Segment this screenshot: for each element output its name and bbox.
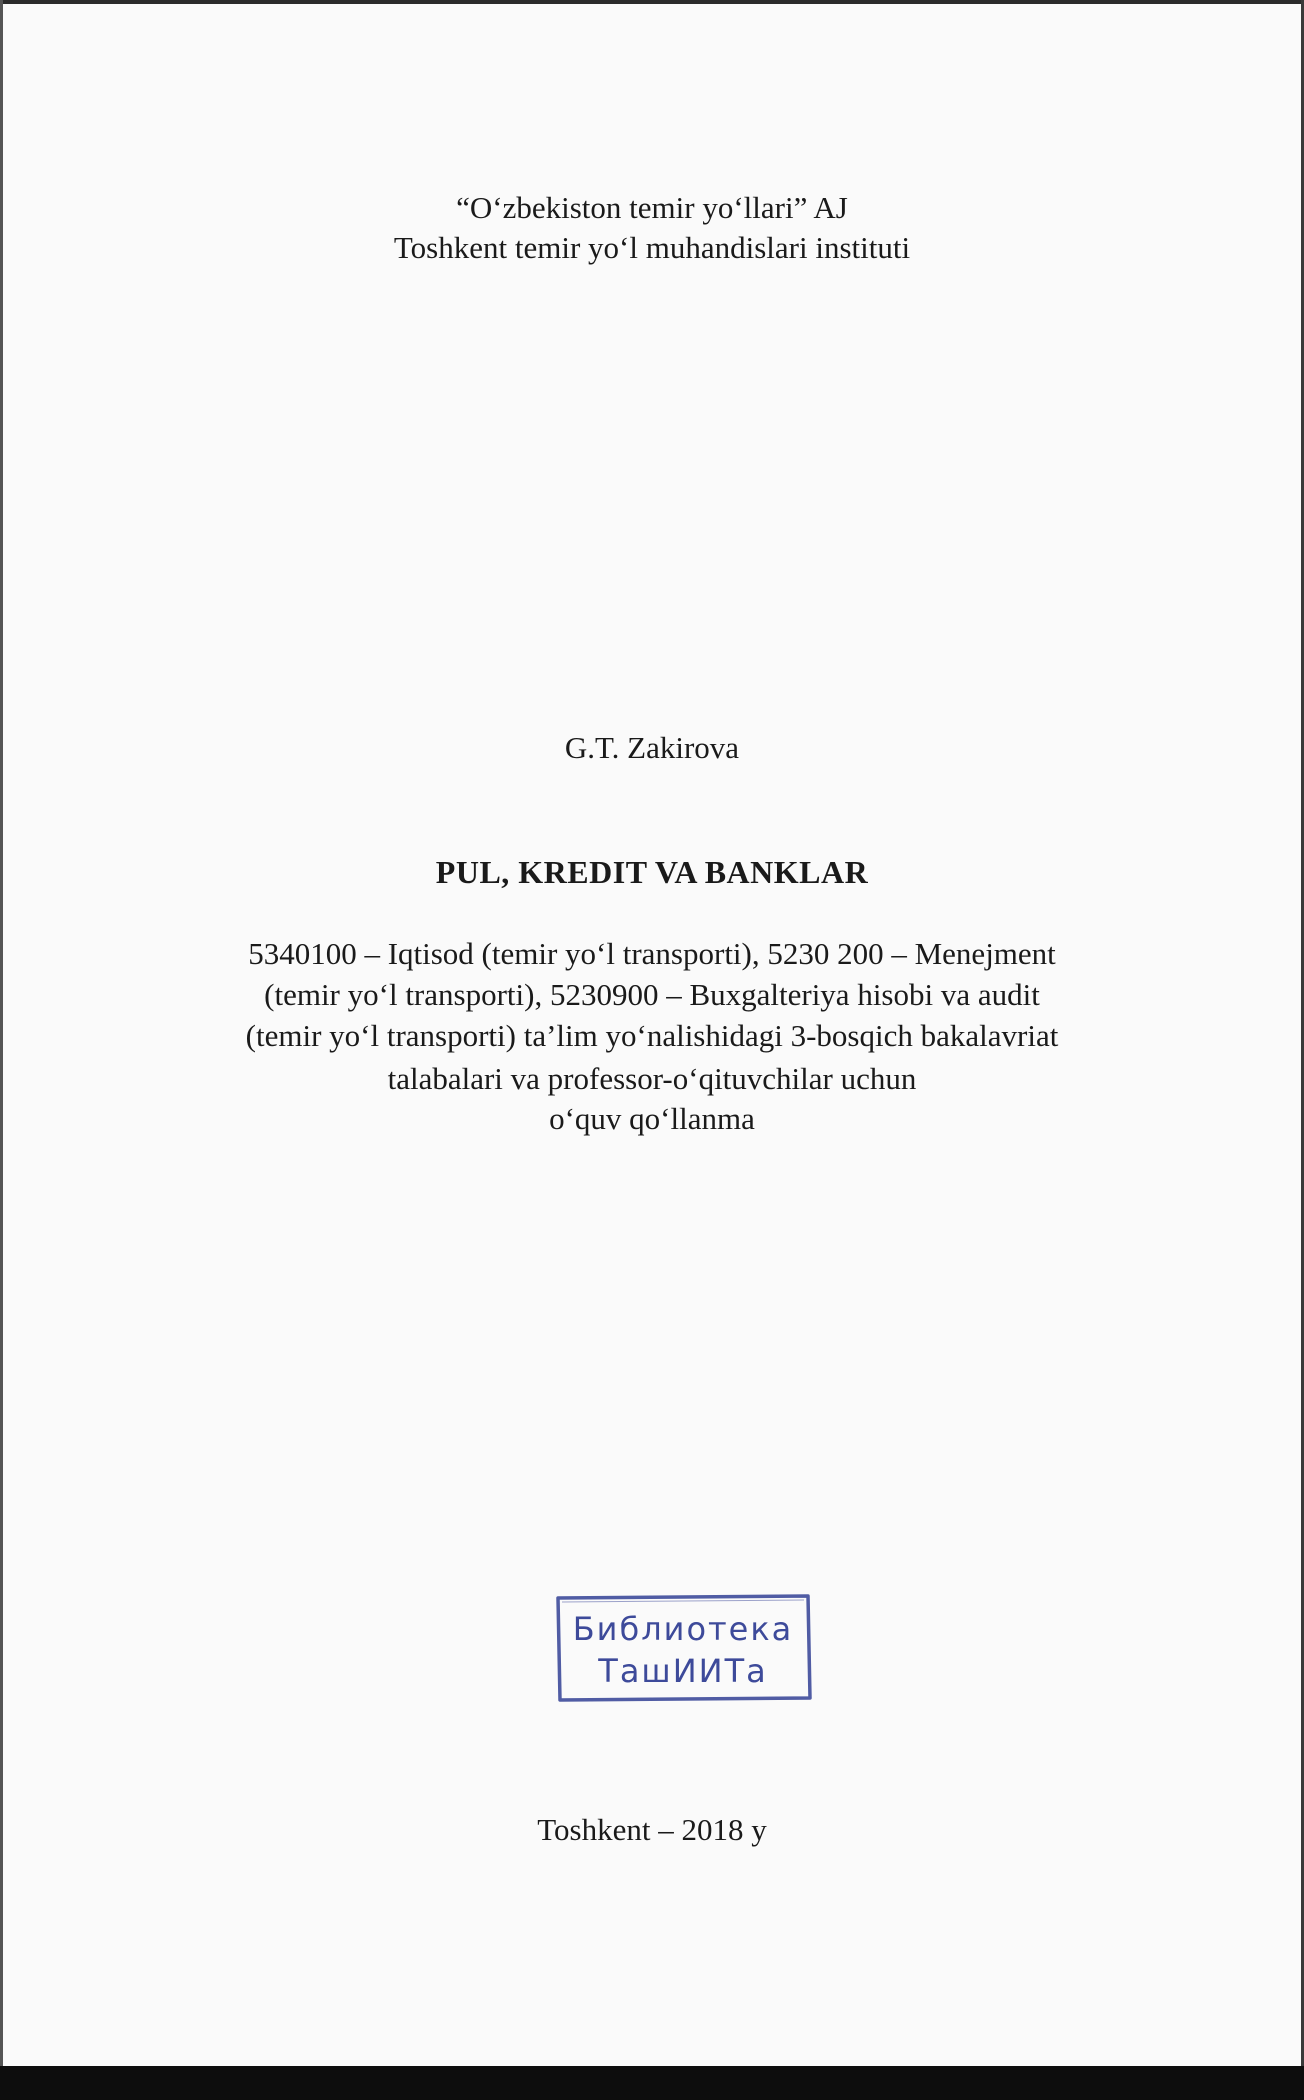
- author-name: G.T. Zakirova: [564, 730, 740, 765]
- library-stamp-graphic: [552, 1590, 814, 1706]
- library-stamp: [552, 1590, 814, 1706]
- book-type: o‘quv qo‘llanma: [549, 1101, 755, 1136]
- stamp-line-1: Библиотека: [572, 1610, 794, 1648]
- scan-edge-bottom: [0, 2066, 1304, 2100]
- stamp-line-2: ТашИИТа: [598, 1652, 768, 1690]
- place-and-year: Toshkent – 2018 y: [537, 1812, 767, 1847]
- description-line: 5340100 – Iqtisod (temir yo‘l transporti), 5230 200 – Menejment: [248, 936, 1056, 971]
- description-line: (temir yo‘l transporti) ta’lim yo‘nalishidagi 3-bosqich bakalavriat: [245, 1018, 1059, 1053]
- scan-edge-top: [0, 0, 1304, 4]
- institute-name: Toshkent temir yo‘l muhandislari instituti: [393, 230, 911, 265]
- description-line: (temir yo‘l transporti), 5230900 – Buxgalteriya hisobi va audit: [264, 977, 1040, 1012]
- book-title: PUL, KREDIT VA BANKLAR: [435, 854, 869, 890]
- description-line: talabalari va professor-o‘qituvchilar uchun: [387, 1061, 917, 1096]
- organization-name: “O‘zbekiston temir yo‘llari” AJ: [456, 190, 848, 225]
